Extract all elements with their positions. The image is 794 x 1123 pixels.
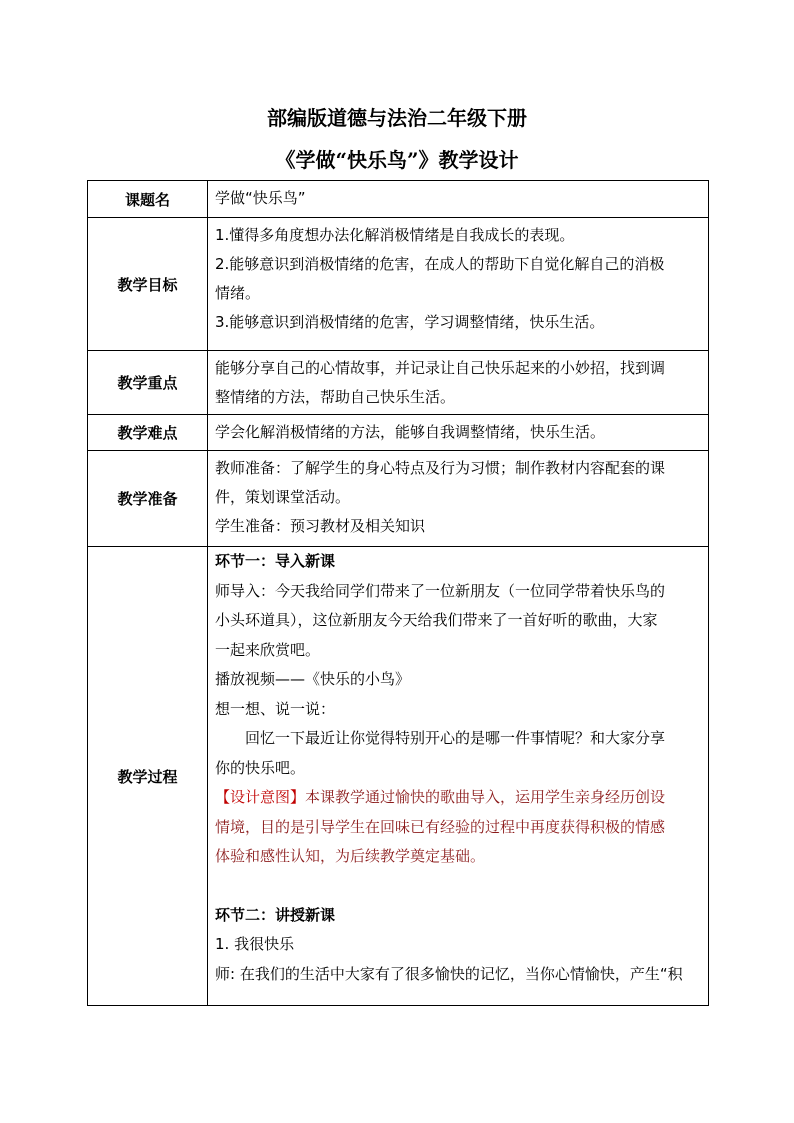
question-line: 你的快乐吧。 — [215, 758, 306, 777]
goal-line: 2.能够意识到消极情绪的危害，在成人的帮助下自觉化解自己的消极 — [215, 255, 665, 273]
process-line: 一起来欣赏吧。 — [215, 640, 321, 659]
process-line: 小头环道具），这位新朋友今天给我们带来了一首好听的歌曲，大家 — [215, 611, 658, 629]
preparation-line: 学生准备：预习教材及相关知识 — [215, 517, 426, 535]
label-difficulties: 教学难点 — [88, 415, 208, 451]
goal-line: 3.能够意识到消极情绪的危害，学习调整情绪，快乐生活。 — [215, 313, 605, 331]
design-intent-text: 本课教学通过愉快的歌曲导入，运用学生亲身经历创设 — [305, 788, 666, 806]
row-preparation — [88, 451, 709, 547]
spacer — [215, 872, 702, 901]
design-intent-tag: 【设计意图】 — [215, 788, 306, 806]
question-line: 回忆一下最近让你觉得特别开心的是哪一件事情呢？和大家分享 — [245, 729, 666, 747]
design-intent-line: 体验和感性认知，为后续教学奠定基础。 — [215, 847, 486, 865]
goal-line: 情绪。 — [215, 284, 261, 302]
document-subtitle: 《学做“快乐鸟”》教学设计 — [275, 148, 519, 172]
label-goals: 教学目标 — [88, 218, 208, 351]
content-process — [208, 547, 709, 1006]
goal-line: 1.懂得多角度想办法化解消极情绪是自我成长的表现。 — [215, 226, 575, 244]
topic-text: 学做“快乐鸟” — [215, 189, 306, 207]
row-topic — [88, 181, 709, 218]
content-topic — [208, 181, 709, 218]
row-difficulties — [88, 415, 709, 451]
label-topic: 课题名 — [88, 181, 208, 218]
design-intent-line — [215, 783, 702, 813]
content-preparation — [208, 451, 709, 547]
process-line: 播放视频——《快乐的小鸟》 — [215, 670, 411, 688]
key-point-line: 能够分享自己的心情故事，并记录让自己快乐起来的小妙招，找到调 — [215, 359, 666, 377]
lesson-plan-table — [87, 180, 709, 1006]
row-process — [88, 547, 709, 1006]
content-goals — [208, 218, 709, 351]
content-key-points — [208, 351, 709, 415]
preparation-line: 件，策划课堂活动。 — [215, 488, 351, 506]
section2-title: 环节二：讲授新课 — [215, 905, 336, 924]
label-process: 教学过程 — [88, 547, 208, 1006]
preparation-line: 教师准备：了解学生的身心特点及行为习惯；制作教材内容配套的课 — [215, 459, 666, 477]
process-line: 想一想、说一说： — [215, 699, 336, 718]
process-line: 师导入：今天我给同学们带来了一位新朋友（一位同学带着快乐鸟的 — [215, 581, 666, 600]
section1-title: 环节一：导入新课 — [215, 552, 336, 570]
row-goals — [88, 218, 709, 351]
difficulty-text: 学会化解消极情绪的方法，能够自我调整情绪，快乐生活。 — [215, 423, 606, 441]
label-key-points: 教学重点 — [88, 351, 208, 415]
key-point-line: 整情绪的方法，帮助自己快乐生活。 — [215, 388, 456, 406]
design-intent-line: 情境，目的是引导学生在回味已有经验的过程中再度获得积极的情感 — [215, 817, 666, 836]
row-key-points — [88, 351, 709, 415]
process-line: 师: 在我们的生活中大家有了很多愉快的记忆，当你心情愉快，产生“积 — [215, 964, 683, 983]
content-difficulties — [208, 415, 709, 451]
process-line: 1. 我很快乐 — [215, 935, 295, 953]
document-title: 部编版道德与法治二年级下册 — [267, 106, 527, 130]
label-preparation: 教学准备 — [88, 451, 208, 547]
